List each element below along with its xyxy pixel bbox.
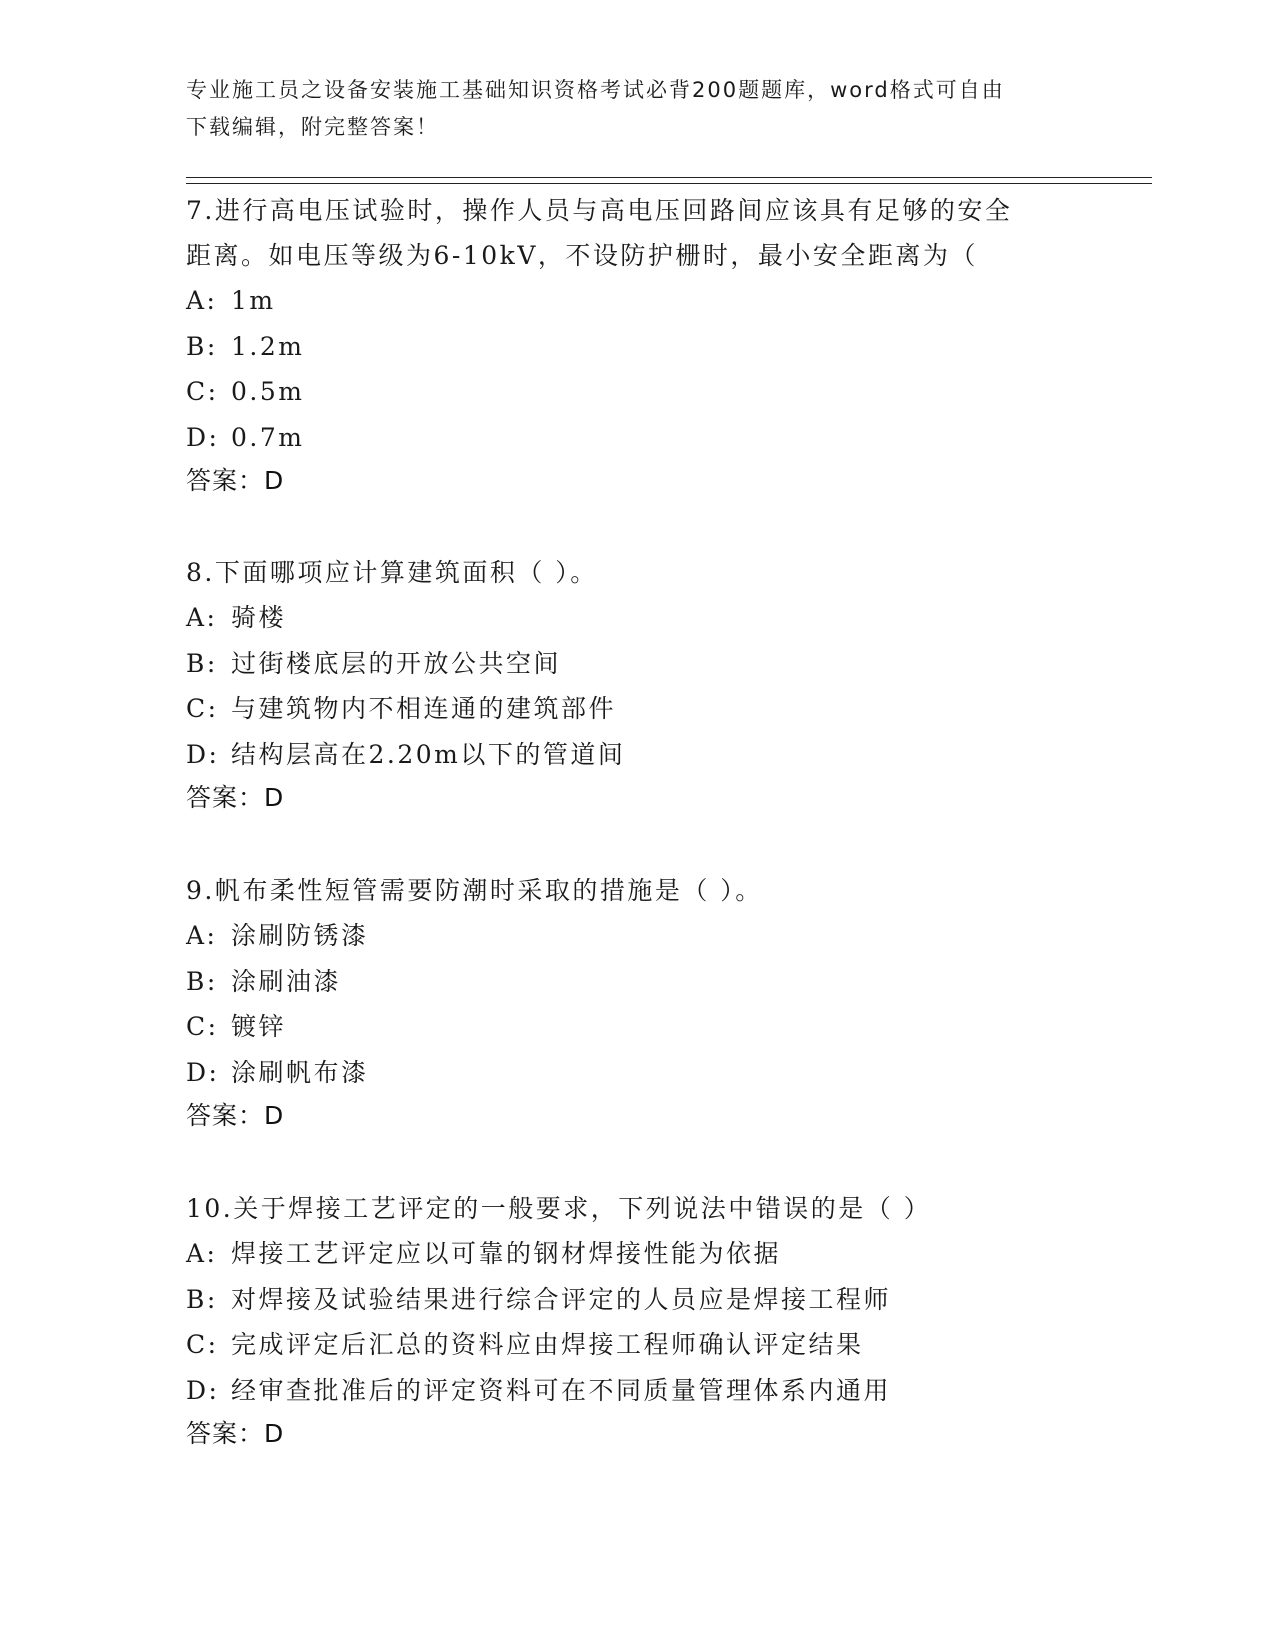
header-divider-bottom [186, 183, 1152, 184]
option-a [186, 595, 1086, 641]
option-key: C: [186, 1012, 219, 1041]
option-text: 0.7m [231, 422, 305, 452]
option-key: A: [186, 286, 218, 315]
header-line-2: 下载编辑，附完整答案！ [186, 115, 439, 139]
option-text: 0.5m [231, 377, 305, 406]
document-header [186, 72, 1066, 146]
option-text: 涂刷防锈漆 [231, 921, 369, 950]
option-text: 涂刷帆布漆 [231, 1057, 369, 1087]
option-key: B: [186, 648, 218, 678]
option-c [186, 1322, 1086, 1368]
option-text: 1.2m [231, 331, 305, 361]
option-key: C: [186, 694, 219, 723]
option-c [186, 1004, 1086, 1050]
answer-line: 答案：D [186, 466, 285, 495]
option-text: 过街楼底层的开放公共空间 [231, 648, 562, 678]
option-b [186, 641, 1086, 687]
option-c [186, 686, 1086, 732]
option-text: 骑楼 [231, 603, 287, 632]
option-b [186, 1277, 1086, 1323]
option-text: 结构层高在2.20m以下的管道间 [231, 739, 626, 769]
question-stem: 8.下面哪项应计算建筑面积（ ）。 [186, 558, 598, 587]
option-key: B: [186, 1284, 218, 1314]
option-a [186, 1231, 1086, 1277]
option-c [186, 369, 1086, 415]
option-d [186, 1368, 1086, 1414]
option-d [186, 1050, 1086, 1096]
question-8 [186, 550, 1086, 819]
answer-line: 答案：D [186, 1101, 285, 1130]
question-stem: 9.帆布柔性短管需要防潮时采取的措施是（ ）。 [186, 876, 763, 905]
option-key: B: [186, 331, 218, 361]
option-text: 完成评定后汇总的资料应由焊接工程师确认评定结果 [231, 1330, 864, 1359]
question-7 [186, 188, 1086, 502]
answer-line: 答案：D [186, 1419, 285, 1448]
option-key: C: [186, 1330, 219, 1359]
option-key: A: [186, 921, 218, 950]
answer-line: 答案：D [186, 783, 285, 812]
option-key: D: [186, 1057, 220, 1087]
option-text: 镀锌 [231, 1012, 287, 1041]
header-line-1: 专业施工员之设备安装施工基础知识资格考试必背200题题库，word格式可自由 [186, 78, 1005, 102]
question-stem: 10.关于焊接工艺评定的一般要求，下列说法中错误的是（ ） [186, 1194, 932, 1223]
option-key: A: [186, 1239, 218, 1268]
option-key: D: [186, 1375, 220, 1405]
option-key: A: [186, 603, 218, 632]
question-stem-continued: 距离。如电压等级为6-10kV，不设防护栅时，最小安全距离为（ [186, 241, 978, 270]
option-text: 与建筑物内不相连通的建筑部件 [231, 694, 617, 723]
option-a [186, 278, 1086, 324]
option-text: 涂刷油漆 [231, 966, 342, 996]
option-text: 对焊接及试验结果进行综合评定的人员应是焊接工程师 [231, 1284, 892, 1314]
option-key: D: [186, 422, 220, 452]
option-key: D: [186, 739, 220, 769]
option-b [186, 324, 1086, 370]
option-key: B: [186, 966, 218, 996]
option-text: 1m [231, 286, 276, 315]
option-d [186, 415, 1086, 461]
question-stem: 7.进行高电压试验时，操作人员与高电压回路间应该具有足够的安全 [186, 196, 1013, 225]
option-key: C: [186, 377, 219, 406]
option-b [186, 959, 1086, 1005]
question-9 [186, 868, 1086, 1137]
header-divider-top [186, 177, 1152, 178]
question-10 [186, 1186, 1086, 1455]
option-text: 焊接工艺评定应以可靠的钢材焊接性能为依据 [231, 1239, 782, 1268]
option-d [186, 732, 1086, 778]
option-a [186, 913, 1086, 959]
option-text: 经审查批准后的评定资料可在不同质量管理体系内通用 [231, 1375, 892, 1405]
